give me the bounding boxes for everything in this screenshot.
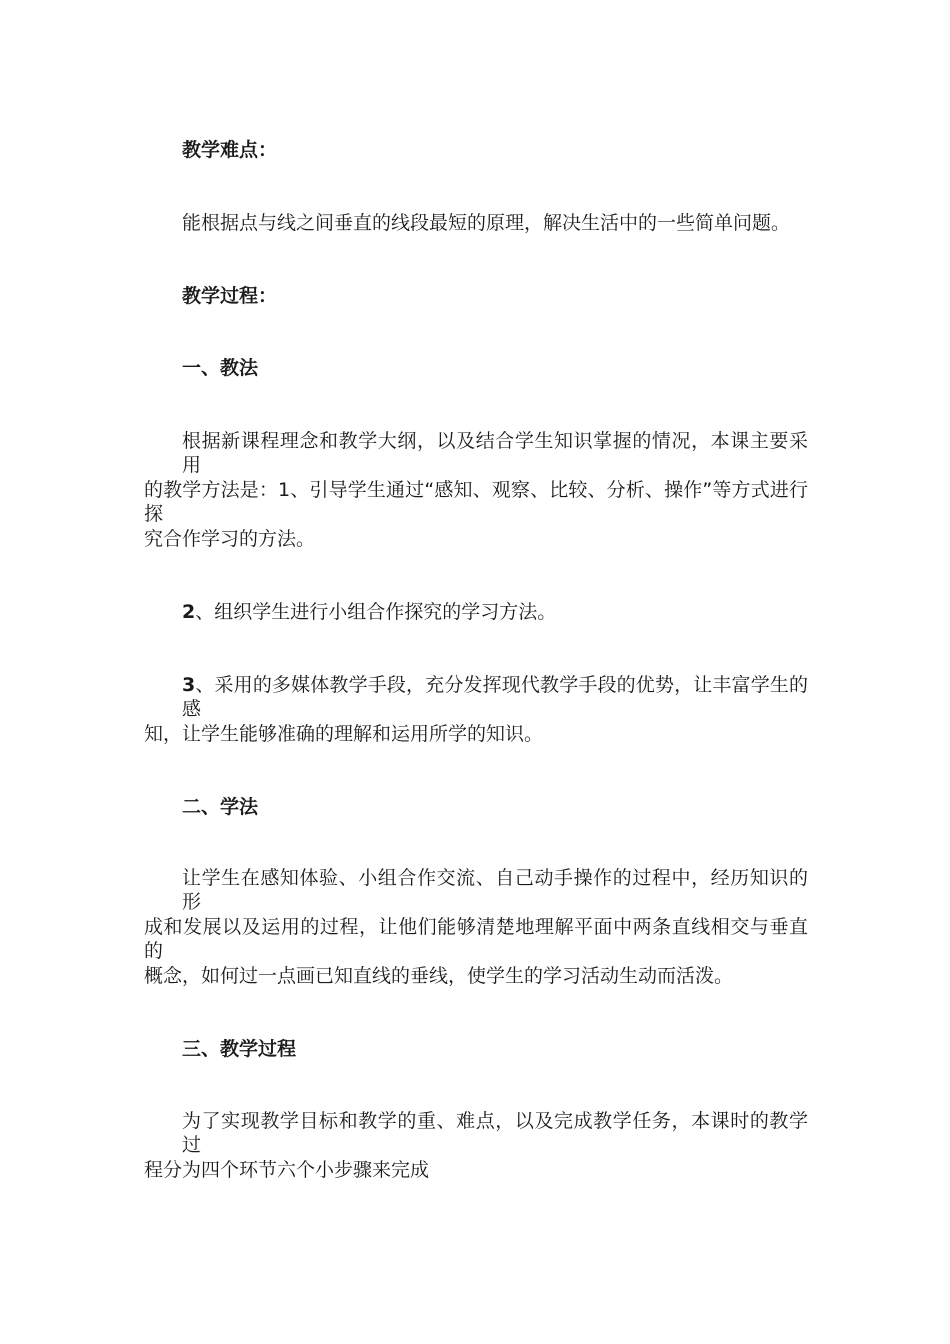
section1-item3-line2: 知，让学生能够准确的理解和运用所学的知识。 — [144, 723, 544, 745]
section1-para1-line3: 究合作学习的方法。 — [144, 528, 316, 550]
item2-text: 、组织学生进行小组合作探究的学习方法。 — [195, 601, 557, 623]
section3-line1: 为了实现教学目标和教学的重、难点，以及完成教学任务，本课时的教学过 — [182, 1110, 808, 1156]
section2-line2: 成和发展以及运用的过程，让他们能够清楚地理解平面中两条直线相交与垂直的 — [144, 916, 808, 962]
difficulty-heading: 教学难点： — [182, 139, 278, 161]
section2-heading: 二、学法 — [182, 796, 259, 818]
section3-heading: 三、教学过程 — [182, 1038, 297, 1060]
item3-number: 3 — [182, 674, 196, 696]
section1-item3-line1 — [182, 673, 808, 721]
section1-heading: 一、教法 — [182, 357, 259, 379]
item3-text-line1: 、采用的多媒体教学手段，充分发挥现代教学手段的优势，让丰富学生的感 — [182, 674, 808, 720]
section1-para1-line1: 根据新课程理念和教学大纲，以及结合学生知识掌握的情况，本课主要采用 — [182, 430, 808, 476]
section3-line2: 程分为四个环节六个小步骤来完成 — [144, 1159, 430, 1181]
difficulty-text: 能根据点与线之间垂直的线段最短的原理，解决生活中的一些简单问题。 — [182, 212, 791, 234]
item2-number: 2 — [182, 601, 196, 623]
section2-line3: 概念，如何过一点画已知直线的垂线，使学生的学习活动生动而活泼。 — [144, 965, 734, 987]
process-heading: 教学过程： — [182, 285, 278, 307]
section1-item2 — [182, 600, 556, 624]
section1-para1-line2: 的教学方法是：1、引导学生通过“感知、观察、比较、分析、操作”等方式进行探 — [144, 479, 808, 525]
section2-line1: 让学生在感知体验、小组合作交流、自己动手操作的过程中，经历知识的形 — [182, 867, 808, 913]
